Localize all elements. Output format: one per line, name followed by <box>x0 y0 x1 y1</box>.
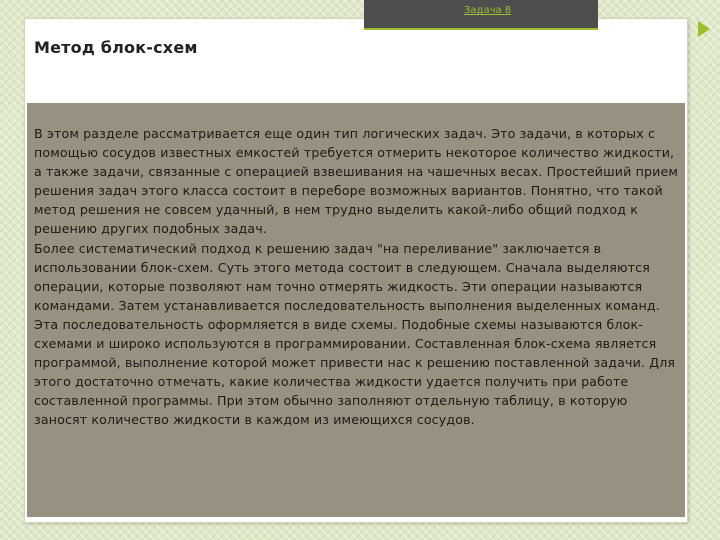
slide-title: Метод блок-схем <box>34 38 198 57</box>
task-link[interactable]: Задача 8 <box>464 5 512 16</box>
paragraph-2: Более систематический подход к решению задач "на переливание" заключается в использовании блок-схем. Суть этого метода состоит в следующем. Сначала выделяются операции, которые позволяют нам точно отмерять жидкость. Эти операции называются командами. Затем устанавливается последовательность выполнения выделенных команд. Эта последовательность оформляется в виде схемы. Подобные схемы называются блок-схемами и широко используются в программировании. Составленная блок-схема является программой, выполнение которой может привести нас к решению поставленной задачи. Для этого достаточно отмечать, какие количества жидкости удается получить при работе составленной программы. При этом обычно заполняют отдельную таблицу, в которую заносят количество жидкости в каждом из имеющихся сосудов. <box>34 240 676 428</box>
paragraph-1: В этом разделе рассматривается еще один тип логических задач. Это задачи, в которых с помощью сосудов известных емкостей требуется отмерить некоторое количество жидкости, а также задачи, связанные с операцией взвешивания на чашечных весах. Простейший прием решения задач этого класса состоит в переборе возможных вариантов. Понятно, что такой метод решения не совсем удачный, в нем трудно выделить какой-либо общий подход к решению других подобных задач. <box>34 126 678 237</box>
body-text <box>34 124 682 430</box>
corner-triangle-icon <box>692 18 714 40</box>
